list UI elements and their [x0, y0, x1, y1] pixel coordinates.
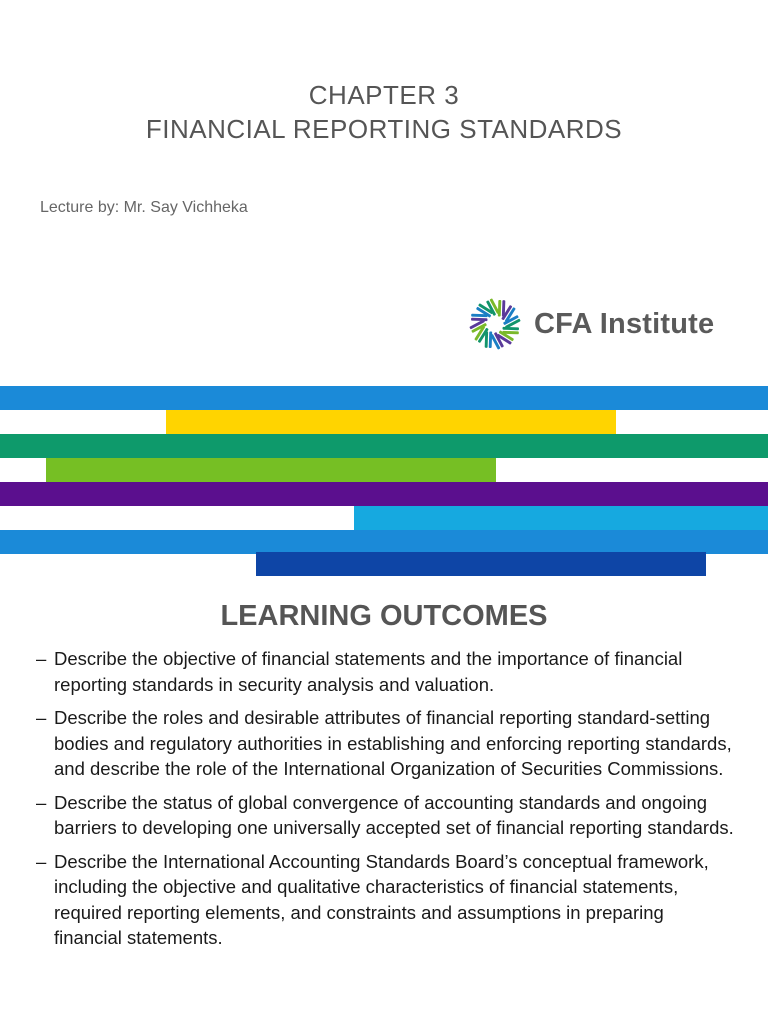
bullet-dash: – [36, 850, 47, 872]
lecturer-line: Lecture by: Mr. Say Vichheka [40, 199, 248, 216]
outcome-text: Describe the roles and desirable attributes of financial reporting standard-setting bodies and regulatory authorities in establishing and enforcing reporting standards, and describe the role of the International Organization of Securities Commissions. [54, 707, 732, 779]
stripe-purple [0, 482, 768, 506]
outcome-text: Describe the objective of financial statements and the importance of financial reporting standards in security analysis and valuation. [54, 648, 683, 695]
stripe-yellow [166, 410, 616, 434]
pinwheel-segment [489, 331, 492, 348]
chapter-title: CHAPTER 3 [308, 80, 460, 110]
stripe-green [0, 434, 768, 458]
stripe-cyan [354, 506, 768, 530]
bullet-dash: – [36, 791, 47, 813]
pinwheel-segment [498, 300, 501, 317]
outcome-text: Describe the status of global convergence of accounting standards and ongoing barriers to developing one universally accepted set of financial reporting standards. [54, 791, 734, 838]
list-item [36, 646, 736, 697]
list-item [36, 705, 736, 782]
pinwheel-segment [471, 318, 488, 321]
bullet-dash: – [36, 648, 47, 669]
stripe-blue-2 [0, 530, 768, 554]
cfa-logo [466, 294, 714, 354]
stripe-lime [46, 458, 496, 482]
list-item [36, 849, 736, 951]
chapter-subtitle: FINANCIAL REPORTING STANDARDS [145, 114, 623, 144]
bullet-dash: – [36, 707, 47, 728]
logo-text: CFA Institute [534, 307, 715, 340]
learning-outcomes-heading: LEARNING OUTCOMES [220, 600, 548, 632]
cfa-pinwheel-icon [466, 295, 524, 353]
stripe-blue-1 [0, 386, 768, 410]
list-item [36, 790, 736, 841]
stripe-navy [256, 552, 706, 576]
outcome-text: Describe the International Accounting Standards Board’s conceptual framework, including the objective and qualitative characteristics of financial statements, required reporting elements, and constraints and assumptions in preparing financial statements. [54, 850, 709, 948]
pinwheel-segment [502, 327, 519, 330]
learning-outcomes-list [36, 646, 736, 959]
